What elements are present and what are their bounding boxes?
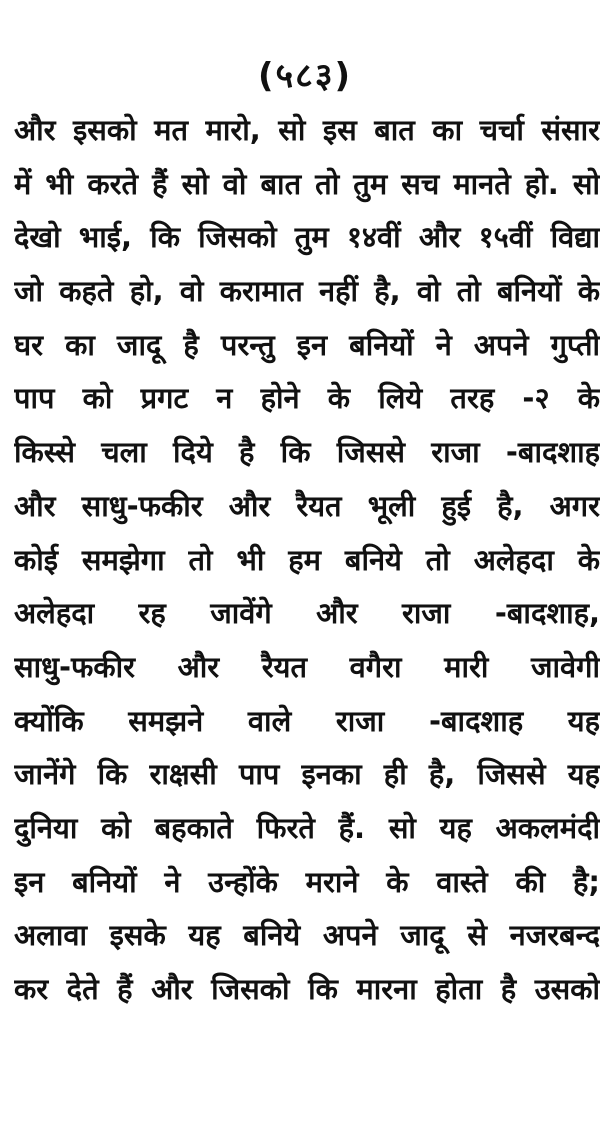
text-line-13: जानेंगे कि राक्षसी पाप इनका ही है, जिससे यह [14, 757, 600, 792]
text-line-17: कर देते हैं और जिसको कि मारना होता है उसको [14, 972, 600, 1006]
text-line-12: क्योंकि समझने वाले राजा -बादशाह यह [14, 703, 600, 738]
text-line-16: अलावा इसके यह बनिये अपने जादू से नजरबन्द [14, 918, 600, 953]
text-line-4: जो कहते हो, वो करामात नहीं है, वो तो बनियों के [14, 274, 600, 309]
text-line-3: देखो भाई, कि जिसको तुम १४वीं और १५वीं विद्या [14, 220, 600, 255]
text-line-9: कोई समझेगा तो भी हम बनिये तो अलेहदा के [14, 542, 600, 577]
text-line-10: अलेहदा रह जावेंगे और राजा -बादशाह, [14, 596, 600, 631]
text-line-8: और साधु-फकीर और रैयत भूली हुई है, अगर [14, 488, 600, 523]
text-line-7: किस्से चला दिये है कि जिससे राजा -बादशाह [14, 435, 600, 470]
text-line-14: दुनिया को बहकाते फिरते हैं. सो यह अकलमंदी [14, 810, 600, 845]
text-line-5: घर का जादू है परन्तु इन बनियों ने अपने गुप्ती [14, 327, 600, 362]
text-line-6: पाप को प्रगट न होने के लिये तरह -२ के [14, 381, 600, 416]
text-line-1: और इसको मत मारो, सो इस बात का चर्चा संसार [14, 113, 600, 147]
text-line-2: में भी करते हैं सो वो बात तो तुम सच मानते हो. सो [14, 166, 600, 201]
page-number: (५८३) [257, 56, 353, 96]
text-line-15: इन बनियों ने उन्होंके मराने के वास्ते की है; [14, 864, 600, 899]
body-text [14, 104, 600, 1017]
text-line-11: साधु-फकीर और रैयत वगैरा मारी जावेगी [14, 649, 600, 684]
